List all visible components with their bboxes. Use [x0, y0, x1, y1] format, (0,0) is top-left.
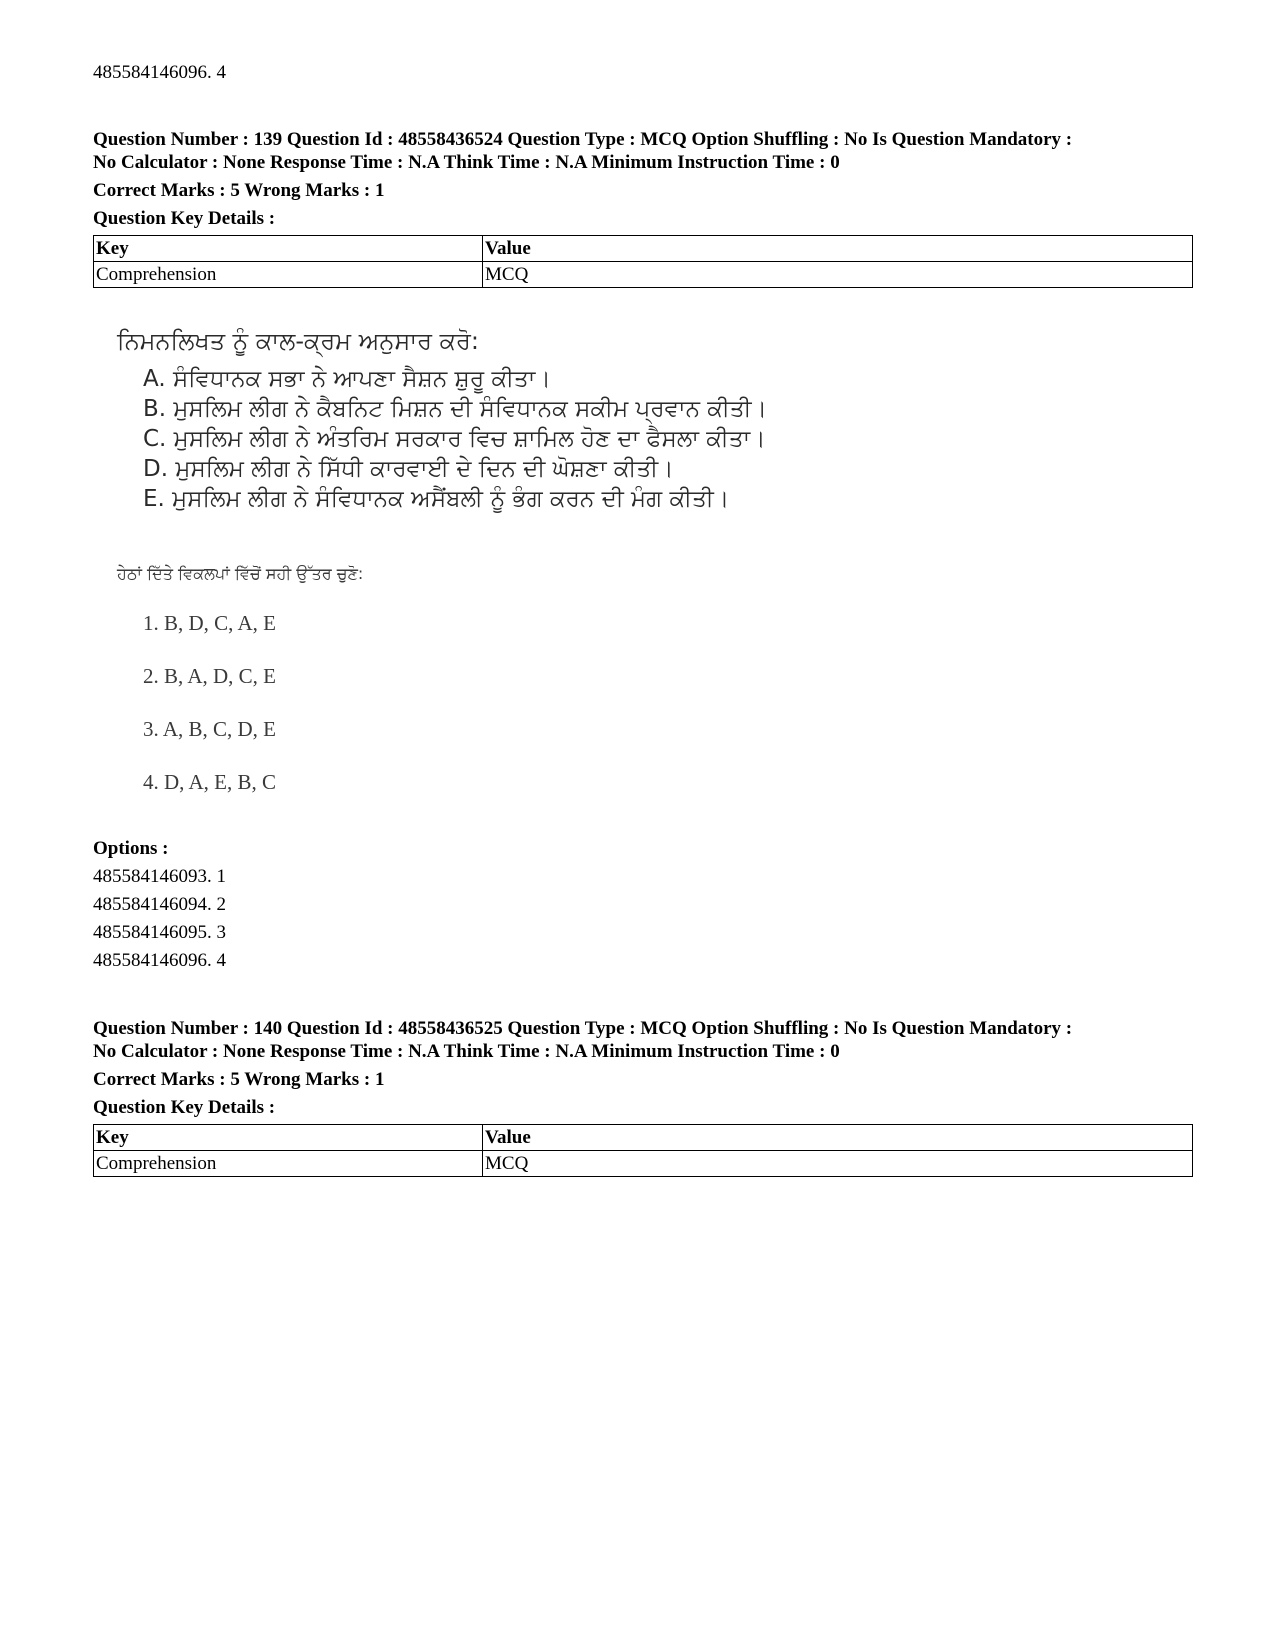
question-image [117, 318, 877, 808]
choose-prompt: ਹੇਠਾਂ ਦਿੱਤੇ ਵਿਕਲਪਾਂ ਵਿੱਚੋਂ ਸਹੀ ਉੱਤਰ ਚੁਣੋ: [117, 564, 364, 583]
choice-2: 2. B, A, D, C, E [143, 664, 277, 688]
options-block [93, 837, 226, 977]
table-header-row [94, 236, 1193, 262]
question-header-line2: No Calculator : None Response Time : N.A Think Time : N.A Minimum Instruction Time : 0 [93, 1041, 840, 1062]
choice-3: 3. A, B, C, D, E [143, 717, 277, 741]
key-details-table [93, 1124, 1193, 1177]
question-instruction: ਨਿਮਨਲਿਖਤ ਨੂੰ ਕਾਲ-ਕ੍ਰਮ ਅਨੁਸਾਰ ਕਰੋ: [117, 327, 480, 355]
choice-4: 4. D, A, E, B, C [143, 770, 277, 794]
table-row [94, 1151, 1193, 1177]
question-marks: Correct Marks : 5 Wrong Marks : 1 [93, 1069, 385, 1090]
table-header-row [94, 1125, 1193, 1151]
previous-answer: 485584146096. 4 [93, 62, 226, 83]
key-details-table [93, 235, 1193, 288]
choice-1: 1. B, D, C, A, E [143, 611, 277, 635]
table-header-value: Value [483, 1125, 1193, 1151]
question-139 [93, 128, 1193, 288]
option-item: 485584146093. 1 [93, 866, 226, 887]
option-item: 485584146094. 2 [93, 894, 226, 915]
table-cell-key: Comprehension [94, 262, 483, 288]
key-details-label: Question Key Details : [93, 208, 276, 229]
options-label: Options : [93, 838, 169, 859]
question-header-line1: Question Number : 139 Question Id : 48558436524 Question Type : MCQ Option Shuffling : No Is Question Mandatory : [93, 129, 1073, 150]
statement-d: D. ਮੁਸਲਿਮ ਲੀਗ ਨੇ ਸਿੱਧੀ ਕਾਰਵਾਈ ਦੇ ਦਿਨ ਦੀ ਘੋਸ਼ਣਾ ਕੀਤੀ। [143, 456, 674, 482]
key-details-label: Question Key Details : [93, 1097, 276, 1118]
question-marks: Correct Marks : 5 Wrong Marks : 1 [93, 180, 385, 201]
option-item: 485584146095. 3 [93, 922, 226, 943]
question-header-line1: Question Number : 140 Question Id : 48558436525 Question Type : MCQ Option Shuffling : No Is Question Mandatory : [93, 1018, 1073, 1039]
statement-e: E. ਮੁਸਲਿਮ ਲੀਗ ਨੇ ਸੰਵਿਧਾਨਕ ਅਸੈਂਬਲੀ ਨੂੰ ਭੰਗ ਕਰਨ ਦੀ ਮੰਗ ਕੀਤੀ। [143, 486, 730, 512]
table-cell-value: MCQ [483, 262, 1193, 288]
table-cell-value: MCQ [483, 1151, 1193, 1177]
table-cell-key: Comprehension [94, 1151, 483, 1177]
question-140 [93, 1017, 1193, 1177]
table-row [94, 262, 1193, 288]
table-header-key: Key [94, 1125, 483, 1151]
statement-b: B. ਮੁਸਲਿਮ ਲੀਗ ਨੇ ਕੈਬਨਿਟ ਮਿਸ਼ਨ ਦੀ ਸੰਵਿਧਾਨਕ ਸਕੀਮ ਪ੍ਰਵਾਨ ਕੀਤੀ। [143, 396, 768, 422]
question-header-line2: No Calculator : None Response Time : N.A Think Time : N.A Minimum Instruction Time : 0 [93, 152, 840, 173]
statement-c: C. ਮੁਸਲਿਮ ਲੀਗ ਨੇ ਅੰਤਰਿਮ ਸਰਕਾਰ ਵਿਚ ਸ਼ਾਮਿਲ ਹੋਣ ਦਾ ਫੈਸਲਾ ਕੀਤਾ। [143, 426, 766, 452]
statement-a: A. ਸੰਵਿਧਾਨਕ ਸਭਾ ਨੇ ਆਪਣਾ ਸੈਸ਼ਨ ਸ਼ੁਰੂ ਕੀਤਾ। [143, 366, 551, 392]
table-header-value: Value [483, 236, 1193, 262]
option-item: 485584146096. 4 [93, 950, 226, 971]
table-header-key: Key [94, 236, 483, 262]
